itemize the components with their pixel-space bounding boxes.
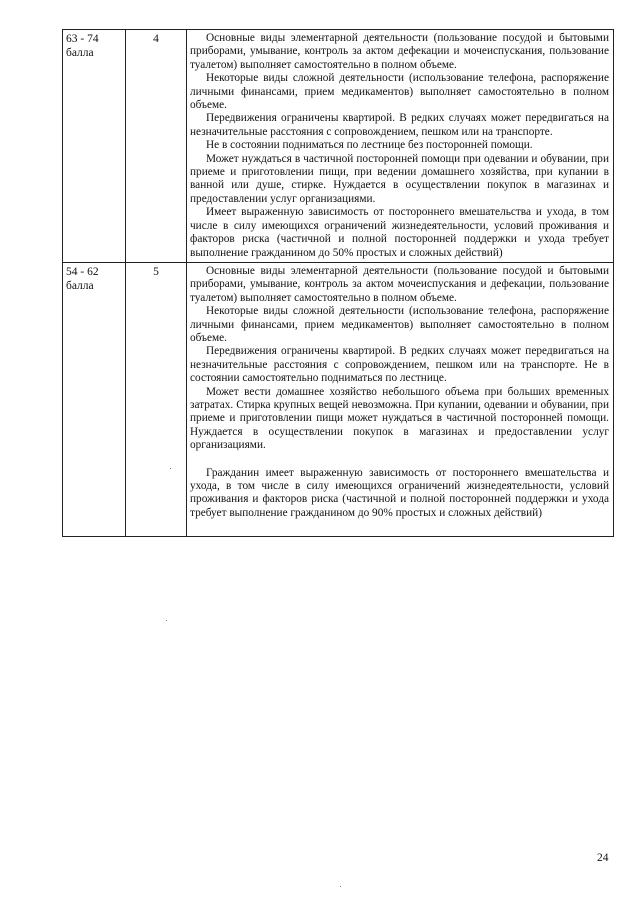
description-paragraph: Гражданин имеет выраженную зависимость от постороннего вмешательства и ухода, в том числе в силу имеющихся ограничений жизнедеятельности, условий проживания и факторов риска (частичной и полной посторонней поддержки и ухода требует выполнение гражданином до 90% простых и сложных действий) <box>190 466 609 519</box>
score-unit: балла <box>66 47 94 59</box>
paragraph-spacer <box>190 520 609 534</box>
score-range: 63 - 74 <box>66 33 99 45</box>
description-cell <box>187 30 614 263</box>
score-range-cell <box>63 262 126 536</box>
description-paragraph: Основные виды элементарной деятельности (пользование посудой и бытовыми приборами, умывание, контроль за актом мочеиспускания и дефекации, пользование туалетом) выполняет самостоятельно в полном объеме. <box>190 264 609 304</box>
scan-speck <box>340 886 341 887</box>
care-level-table <box>62 29 614 537</box>
score-range: 54 - 62 <box>66 265 99 278</box>
care-group-number: 5 <box>153 265 159 278</box>
care-group-cell <box>126 262 187 536</box>
paragraph-spacer <box>190 453 609 467</box>
scan-speck <box>170 468 171 469</box>
description-paragraph: Может вести домашнее хозяйство небольшого объема при больших временных затратах. Стирка крупных вещей невозможна. При купании, одевании и обувании, при приеме и приготовлении пищи может нуждаться в частичной посторонней помощи. Нуждается в осуществлении покупок в магазинах и предоставлении услуг организациями. <box>190 385 609 452</box>
care-group-number: 4 <box>153 33 159 45</box>
scan-speck <box>166 620 167 621</box>
description-paragraph: Некоторые виды сложной деятельности (использование телефона, распоряжение личными финансами, прием медикаментов) выполняет самостоятельно в полном объеме. <box>190 72 609 112</box>
description-paragraph: Имеет выраженную зависимость от постороннего вмешательства и ухода, в том числе в силу имеющихся ограничений жизнедеятельности, условий проживания и факторов риска (частичной и полной посторонней поддержки и ухода требует выполнение гражданином до 50% простых и сложных действий) <box>190 206 609 259</box>
description-paragraph: Передвижения ограничены квартирой. В редких случаях может передвигаться на незначительные расстояния с сопровождением, пешком или на транспорте. Не в состоянии самостоятельно подниматься по лестнице. <box>190 345 609 385</box>
score-unit: балла <box>66 279 94 292</box>
description-cell <box>187 262 614 536</box>
description-paragraph: Не в состоянии подниматься по лестнице без посторонней помощи. <box>206 139 533 152</box>
description-paragraph: Может нуждаться в частичной посторонней помощи при одевании и обувании, при приеме и приготовлении пищи, при ведении домашнего хозяйства, при купании в ванной или душе, стирке. Нуждается в осуществлении покупок в магазинах и предоставлении услуг организациями. <box>190 152 609 205</box>
description-paragraph: Передвижения ограничены квартирой. В редких случаях может передвигаться на незначительные расстояния с сопровождением, пешком или на транспорте. <box>190 112 609 138</box>
description-paragraph: Основные виды элементарной деятельности (пользование посудой и бытовыми приборами, умывание, контроль за актом дефекации и мочеиспускания, пользование туалетом) выполняет самостоятельно в полном объеме. <box>190 32 609 71</box>
table-row <box>63 30 614 263</box>
description-paragraph: Некоторые виды сложной деятельности (использование телефона, распоряжение личными финансами, прием медикаментов) выполняет самостоятельно в полном объеме. <box>190 305 609 344</box>
score-range-cell <box>63 30 126 263</box>
care-group-cell <box>126 30 187 263</box>
page-number: 24 <box>597 852 609 864</box>
table-row <box>63 262 614 536</box>
